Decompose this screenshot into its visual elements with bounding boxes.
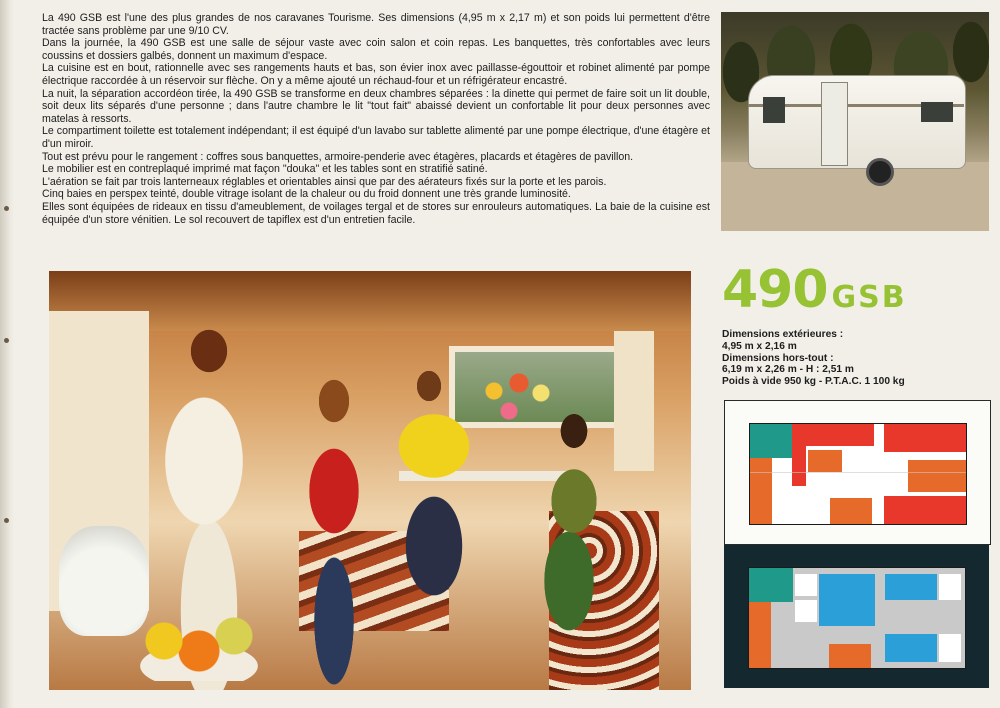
- paragraph: Le mobilier est en contreplaqué imprimé mat façon "douka" et les tables sont en stratifié satiné.: [42, 163, 488, 176]
- plan-block-storage: [749, 602, 771, 668]
- paragraph: Tout est prévu pour le rangement : coffres sous banquettes, armoire-penderie avec étagères, placards et étagères de pavillon.: [42, 150, 634, 163]
- caravan-window: [921, 102, 953, 122]
- caravan-interior-photo: [49, 271, 691, 690]
- paragraph: Cinq baies en perspex teinté, double vitrage isolant de la chaleur ou du froid donnent une très grande luminosité.: [42, 188, 571, 201]
- plan-block-pillow: [939, 634, 961, 662]
- plan-block-pillow: [939, 574, 961, 600]
- model-number: 490: [722, 260, 828, 320]
- plan-block-bench: [806, 424, 874, 446]
- person-girl: [289, 361, 379, 690]
- plan-block-kitchen: [750, 424, 792, 458]
- plan-block-cushion: [795, 574, 817, 596]
- ext-dimensions-value: 4,95 m x 2,16 m: [722, 340, 797, 352]
- binding-hole: [4, 338, 9, 343]
- plan-block-storage: [830, 498, 872, 524]
- paragraph: L'aération se fait par trois lanterneaux réglables et orientables ainsi que par des aérateurs fixés sur la porte et les parois.: [42, 175, 607, 188]
- overall-dimensions-label: Dimensions hors-tout :: [722, 352, 834, 364]
- plan-block-storage: [750, 458, 772, 524]
- plan-block-table: [808, 450, 842, 472]
- page-binding-edge: [0, 0, 14, 708]
- paragraph: Elles sont équipées de rideaux en tissu d'ameublement, de voilages tergal et de stores sur enrouleurs automatiques. La baie de la cuisine est équipée d'un store vénitien. Le sol recouvert de tapiflex est d'un entretien facile.: [42, 200, 710, 226]
- plan-block-storage: [829, 644, 871, 668]
- plan-aisle: [750, 472, 966, 473]
- paragraph: La 490 GSB est l'une des plus grandes de nos caravanes Tourisme. Ses dimensions (4,95 m x 2,17 m) et son poids lui permettent d'être tractée sans problème par une 9/10 CV.: [42, 12, 710, 37]
- caravan-wheel: [866, 158, 894, 186]
- interior-curtain: [614, 331, 654, 471]
- paragraph: La cuisine est en bout, rationnelle avec ses rangements hauts et bas, son évier inox avec paillasse-égouttoir et robinet alimenté par pompe électrique raccordée à un réservoir sur flèche. On y a même ajouté un réchaud-four et un réfrigérateur encastré.: [42, 62, 710, 87]
- plan-block-cushion: [795, 600, 817, 622]
- specifications: [722, 329, 905, 388]
- plan-block-bed: [884, 496, 966, 524]
- plan-block-bed: [885, 574, 937, 600]
- plan-block-bed: [884, 424, 966, 452]
- caravan-window: [763, 97, 785, 123]
- plan-outline: [749, 423, 967, 525]
- ext-dimensions-label: Dimensions extérieures :: [722, 329, 844, 340]
- paragraph: La nuit, la séparation accordéon tirée, la 490 GSB se transforme en deux chambres séparées : la dinette qui permet de faire soit un lit double, soit deux lits séparés d'une personne ; dans l'autre chambre le lit "tout fait" abaissé devient un confortable lit pour deux personnes avec matelas à ressorts.: [42, 87, 710, 125]
- person-man: [379, 366, 489, 616]
- paragraph: Le compartiment toilette est totalement indépendant; il est équipé d'un lavabo sur tablette alimenté par une pompe électrique, d'une étagère et d'un miroir.: [42, 125, 710, 150]
- model-suffix: GSB: [831, 280, 907, 315]
- plan-block-cabinet: [792, 424, 806, 486]
- weight-spec: Poids à vide 950 kg - P.T.A.C. 1 100 kg: [722, 376, 905, 388]
- ground: [721, 162, 989, 231]
- plan-block-double-bed: [819, 574, 875, 626]
- paragraph: Dans la journée, la 490 GSB est une salle de séjour vaste avec coin salon et coin repas. Les banquettes, très confortables avec leurs coussins et dossiers galbés, donnent un maximum d'espace.: [42, 37, 710, 62]
- floor-plan-night: [724, 545, 989, 688]
- binding-hole: [4, 518, 9, 523]
- plan-block-bed: [885, 634, 937, 662]
- model-title: [722, 260, 907, 320]
- caravan-exterior-photo: [721, 12, 989, 231]
- overall-dimensions-value: 6,19 m x 2,26 m - H : 2,51 m: [722, 364, 854, 376]
- fruit-bowl: [134, 601, 264, 681]
- plan-block-kitchen: [749, 568, 793, 602]
- plan-outline: [748, 567, 966, 669]
- description-text: [42, 12, 710, 226]
- binding-hole: [4, 206, 9, 211]
- plan-block-wardrobe: [908, 460, 966, 492]
- person-girl: [519, 401, 619, 631]
- caravan-door: [821, 82, 848, 166]
- floor-plan-day: [724, 400, 991, 545]
